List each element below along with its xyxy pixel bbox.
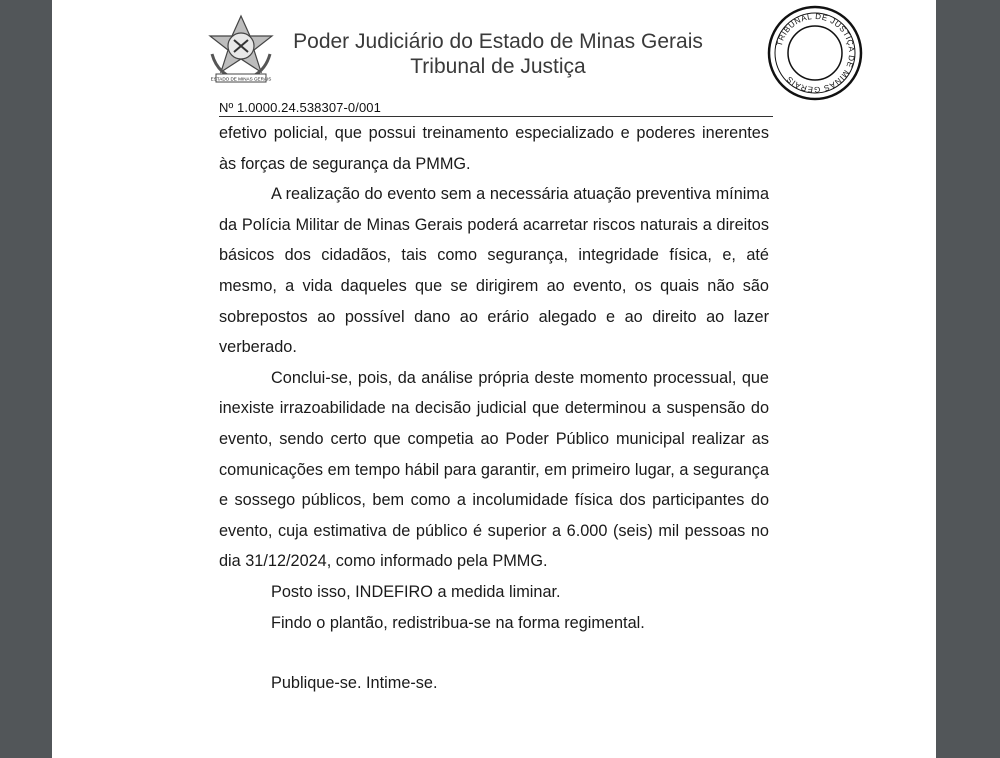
paragraph-redistribution: Findo o plantão, redistribua-se na forma regimental. <box>271 613 645 632</box>
document-page <box>52 0 936 758</box>
paragraph-conclusion: Conclui-se, pois, da análise própria deste momento processual, que inexiste irrazoabilidade na decisão judicial que determinou a suspensão do evento, sendo certo que competia ao Poder Público municipal realizar as comunicações em tempo hábil para garantir, em primeiro lugar, a segurança e sossego públicos, bem como a incolumidade física dos participantes do evento, cuja estimativa de público é superior a 6.000 (seis) mil pessoas no dia 31/12/2024, como informado pela PMMG. <box>219 368 769 571</box>
state-coat-of-arms-icon <box>204 14 278 88</box>
court-name: Poder Judiciário do Estado de Minas Gerais <box>293 30 703 53</box>
crest-caption: ESTADO DE MINAS GERAIS <box>210 76 272 82</box>
process-number: Nº 1.0000.24.538307-0/001 <box>219 100 381 115</box>
paragraph-risks: A realização do evento sem a necessária atuação preventiva mínima da Polícia Militar de Minas Gerais poderá acarretar riscos naturais a direitos básicos dos cidadãos, tais como segurança, integridade física, e, até mesmo, a vida daqueles que se dirigirem ao evento, os quais não são sobrepostos ao possível dano ao erário alegado e ao direito ao lazer verberado. <box>219 185 769 357</box>
header-divider <box>219 116 773 117</box>
paragraph-continuation: efetivo policial, que possui treinamento especializado e poderes inerentes às forças de segurança da PMMG. <box>219 124 769 173</box>
paragraph-decision: Posto isso, INDEFIRO a medida liminar. <box>271 582 561 601</box>
document-body <box>219 118 769 699</box>
tribunal-name: Tribunal de Justiça <box>410 55 586 78</box>
seal-text: TRIBUNAL DE JUSTIÇA DE MINAS GERAIS <box>774 11 857 95</box>
paragraph-publication: Publique-se. Intime-se. <box>271 674 438 693</box>
tribunal-seal-icon <box>766 4 864 102</box>
